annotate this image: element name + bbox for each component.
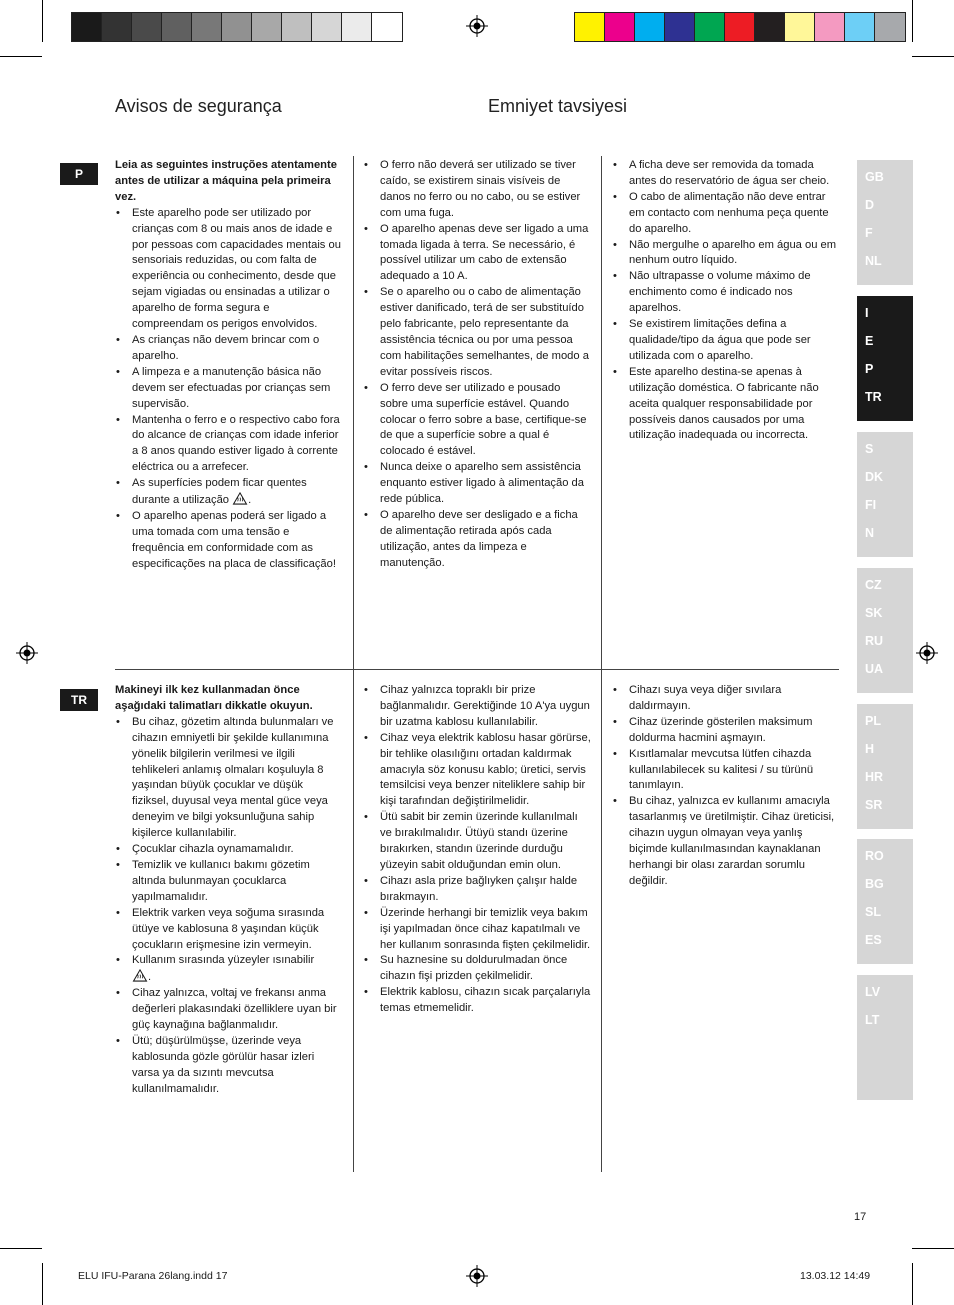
- list-item: • As superfícies podem ficar quentes durante a utilização .: [115, 476, 342, 509]
- language-tab[interactable]: D: [865, 198, 875, 212]
- language-tab[interactable]: LT: [865, 1013, 880, 1027]
- color-swatch: [815, 13, 845, 41]
- language-tab-group[interactable]: [857, 975, 913, 1100]
- language-tab[interactable]: BG: [865, 877, 884, 891]
- language-tab-group[interactable]: [857, 839, 913, 964]
- color-swatch: [222, 13, 252, 41]
- list-item: • Çocuklar cihazla oynamamalıdır.: [115, 842, 342, 858]
- tr-col1-list: [115, 715, 342, 1098]
- list-item-text: As superfícies podem ficar quentes durante a utilização: [132, 477, 307, 507]
- list-item: • Su haznesine su doldurulmadan önce cihazın fişi prizden çekilmelidir.: [363, 953, 591, 985]
- list-item: • Bu cihaz, gözetim altında bulunmaları ve cihazın emniyetli bir şekilde kullanımına yönelik bilgilerin verilmesi ve ilgili tehlikeleri anlamış olmaları koşuluyla 8 yaşından büyük çocuklar ve düşük fiziksel, duyusal veya mental güce veya deneyim ve bilgi yoksunluğuna sahip kişilerce kullanılabilir.: [115, 715, 342, 842]
- footer-date: 13.03.12 14:49: [800, 1270, 871, 1282]
- pt-col3-list: [612, 158, 840, 444]
- crop-mark: [42, 1263, 43, 1305]
- crop-mark: [912, 1248, 954, 1249]
- list-item: • Cihazı asla prize bağlıyken çalışır halde bırakmayın.: [363, 874, 591, 906]
- color-swatch: [695, 13, 725, 41]
- hot-surface-warning-icon: [132, 969, 148, 982]
- language-tab[interactable]: CZ: [865, 578, 882, 592]
- list-item: • Não ultrapasse o volume máximo de enchimento como é indicado nos aparelhos.: [612, 269, 840, 317]
- language-tab[interactable]: E: [865, 334, 874, 348]
- list-item: • Elektrik kablosu, cihazın sıcak parçalarıyla temas etmemelidir.: [363, 985, 591, 1017]
- language-tab[interactable]: GB: [865, 170, 884, 184]
- hot-surface-warning-icon: [232, 492, 248, 505]
- list-item: • Üzerinde herhangi bir temizlik veya bakım işi yapılmadan önce cihaz kapatılmalı ve her kullanım sonrasında fişten çekilmelidir.: [363, 906, 591, 954]
- list-item: • Kullanım sırasında yüzeyler ısınabilir .: [115, 953, 342, 986]
- registration-mark-icon: [466, 1265, 488, 1287]
- language-tab[interactable]: I: [865, 306, 869, 320]
- list-item: • Nunca deixe o aparelho sem assistência enquanto estiver ligado à alimentação da rede pública.: [363, 460, 591, 508]
- language-tab-group-active[interactable]: [857, 296, 913, 421]
- language-tab[interactable]: F: [865, 226, 873, 240]
- language-tab[interactable]: UA: [865, 662, 884, 676]
- crop-mark: [912, 1263, 913, 1305]
- color-swatch: [72, 13, 102, 41]
- list-item: • Kısıtlamalar mevcutsa lütfen cihazda kullanılabilecek su kalitesi / su türünü tanımlayın.: [612, 747, 840, 795]
- language-tab[interactable]: P: [865, 362, 874, 376]
- language-tab[interactable]: ES: [865, 933, 882, 947]
- language-tab[interactable]: H: [865, 742, 875, 756]
- list-item: • Temizlik ve kullanıcı bakımı gözetim altında bulunmayan çocuklarca yapılmamalıdır.: [115, 858, 342, 906]
- crop-mark: [42, 0, 43, 42]
- list-item: • O ferro não deverá ser utilizado se tiver caído, se existirem sinais visíveis de danos no ferro ou no cabo, ou se estiver com uma fuga.: [363, 158, 591, 222]
- page-title-portuguese: Avisos de segurança: [115, 96, 282, 116]
- tr-intro: Makineyi ilk kez kullanmadan önce aşağıdaki talimatları dikkatle okuyun.: [115, 684, 313, 712]
- color-swatch: [132, 13, 162, 41]
- tr-column-2: [363, 683, 591, 1017]
- pt-column-1: [115, 158, 342, 573]
- list-item: • O aparelho apenas deve ser ligado a uma tomada ligada à terra. Se necessário, é possível utilizar um cabo de extensão adequado a 10 A.: [363, 222, 591, 286]
- color-swatch: [312, 13, 342, 41]
- grey-calibration-bar: [71, 12, 403, 42]
- list-item: • O aparelho apenas poderá ser ligado a uma tomada com uma tensão e frequência em conformidade com as especificações na placa de classificação!: [115, 509, 342, 573]
- list-item: • Se o aparelho ou o cabo de alimentação estiver danificado, terá de ser substituído pelo fabricante, pelo representante da assistência técnica ou por uma pessoa com habilitações semelhantes, de modo a evitar possíveis riscos.: [363, 285, 591, 380]
- language-badge-tr: TR: [60, 689, 98, 711]
- list-item: • Elektrik varken veya soğuma sırasında ütüye ve kablosuna 8 yaşından küçük çocukların erişmesine izin vermeyin.: [115, 906, 342, 954]
- list-item: • Bu cihaz, yalnızca ev kullanımı amacıyla tasarlanmış ve üretilmiştir. Cihaz üreticisi, cihazın uygun olmayan veya yanlış biçimde kullanılmasından kaynaklanan herhangi bir olası zarardan sorumlu değildir.: [612, 794, 840, 889]
- list-item: • O aparelho deve ser desligado e a ficha de alimentação retirada após cada utilização, antes da limpeza e manutenção.: [363, 508, 591, 572]
- language-tab[interactable]: LV: [865, 985, 881, 999]
- column-divider: [601, 670, 602, 1172]
- list-item: • Cihaz yalnızca topraklı bir prize bağlanmalıdır. Gerektiğinde 10 A'ya uygun bir uzatma kablosu kullanılabilir.: [363, 683, 591, 731]
- crop-mark: [0, 56, 42, 57]
- language-tab[interactable]: N: [865, 526, 875, 540]
- list-item: • O ferro deve ser utilizado e pousado sobre uma superfície estável. Quando colocar o ferro sobre a base, certifique-se de que a superfície sobre a qual é colocado é estável.: [363, 381, 591, 461]
- color-swatch: [252, 13, 282, 41]
- list-item: • Cihaz üzerinde gösterilen maksimum doldurma hacmini aşmayın.: [612, 715, 840, 747]
- list-item: • Cihaz yalnızca, voltaj ve frekansı anma değerleri plakasındaki özelliklere uyan bir güç kaynağına bağlanmalıdır.: [115, 986, 342, 1034]
- language-tab[interactable]: RU: [865, 634, 884, 648]
- list-item: • A ficha deve ser removida da tomada antes do reservatório de água ser cheio.: [612, 158, 840, 190]
- color-calibration-bar: [574, 12, 906, 42]
- list-item: • Este aparelho pode ser utilizado por crianças com 8 ou mais anos de idade e por pessoas com capacidades mentais ou sensoriais reduzidas, ou com falta de experiência ou conhecimento, desde que sejam vigiadas ou ensinadas a utilizar o aparelho de forma segura e compreendam os perigos envolvidos.: [115, 206, 342, 333]
- pt-column-2: [363, 158, 591, 572]
- list-item: • A limpeza e a manutenção básica não devem ser efectuadas por crianças sem supervisão.: [115, 365, 342, 413]
- list-item-text: Kullanım sırasında yüzeyler ısınabilir: [132, 954, 315, 967]
- language-tab[interactable]: SL: [865, 905, 881, 919]
- column-divider: [353, 670, 354, 1172]
- language-tab[interactable]: NL: [865, 254, 882, 268]
- tr-column-3: [612, 683, 840, 890]
- pt-col2-list: [363, 158, 591, 572]
- color-swatch: [282, 13, 312, 41]
- list-item: • O cabo de alimentação não deve entrar em contacto com nenhuma peça quente do aparelho.: [612, 190, 840, 238]
- language-badge-pt: P: [60, 163, 98, 185]
- color-swatch: [102, 13, 132, 41]
- crop-mark: [912, 56, 954, 57]
- tr-col3-list: [612, 683, 840, 890]
- language-tab[interactable]: PL: [865, 714, 881, 728]
- list-item: • Se existirem limitações defina a qualidade/tipo da água que pode ser utilizada com o aparelho.: [612, 317, 840, 365]
- language-tab-group[interactable]: [857, 568, 913, 693]
- list-item: • Ütü sabit bir zemin üzerinde kullanılmalı ve bırakılmalıdır. Ütüyü standı üzerine bırakırken, standın üzerinde durduğu yüzeyin sabit olduğundan emin olun.: [363, 810, 591, 874]
- color-swatch: [875, 13, 905, 41]
- language-tab-group[interactable]: [857, 704, 913, 829]
- color-swatch: [845, 13, 875, 41]
- color-swatch: [192, 13, 222, 41]
- color-swatch: [342, 13, 372, 41]
- color-swatch: [725, 13, 755, 41]
- page-number: 17: [854, 1211, 867, 1223]
- footer-file-name: ELU IFU-Parana 26lang.indd 17: [78, 1270, 228, 1282]
- crop-mark: [912, 0, 913, 42]
- color-swatch: [755, 13, 785, 41]
- color-swatch: [635, 13, 665, 41]
- list-item: • Cihaz veya elektrik kablosu hasar görürse, bir tehlike olasılığını ortadan kaldırmak amacıyla söz konusu kablo; üretici, servis temsilcisi veya benzer niteliklere sahip bir kişi tarafından değiştirilmelidir.: [363, 731, 591, 811]
- language-tab[interactable]: TR: [865, 390, 882, 404]
- color-swatch: [575, 13, 605, 41]
- color-swatch: [785, 13, 815, 41]
- registration-mark-icon: [466, 15, 488, 37]
- language-tab[interactable]: RO: [865, 849, 884, 863]
- section-divider: [115, 669, 839, 670]
- tr-column-1: [115, 683, 342, 1098]
- list-item: • Cihazı suya veya diğer sıvılara daldırmayın.: [612, 683, 840, 715]
- registration-mark-icon: [916, 642, 938, 664]
- pt-column-3: [612, 158, 840, 444]
- language-tab[interactable]: DK: [865, 470, 884, 484]
- column-divider: [601, 156, 602, 670]
- language-tab[interactable]: FI: [865, 498, 877, 512]
- color-swatch: [665, 13, 695, 41]
- list-item: • Este aparelho destina-se apenas à utilização doméstica. O fabricante não aceita qualquer responsabilidade por possíveis danos causados por uma utilização inadequada ou incorrecta.: [612, 365, 840, 445]
- pt-intro: Leia as seguintes instruções atentamente antes de utilizar a máquina pela primeira vez.: [115, 159, 337, 203]
- list-item: • Mantenha o ferro e o respectivo cabo fora do alcance de crianças com idade inferior a 8 anos quando estiver ligado à corrente eléctrica ou a arrefecer.: [115, 413, 342, 477]
- color-swatch: [605, 13, 635, 41]
- language-tab-group[interactable]: [857, 160, 913, 285]
- pt-col1-list: [115, 206, 342, 573]
- list-item: • As crianças não devem brincar com o aparelho.: [115, 333, 342, 365]
- color-swatch: [372, 13, 402, 41]
- page-title-turkish: Emniyet tavsiyesi: [488, 96, 628, 116]
- crop-mark: [0, 1248, 42, 1249]
- tr-col2-list: [363, 683, 591, 1017]
- language-tab[interactable]: HR: [865, 770, 884, 784]
- registration-mark-icon: [16, 642, 38, 664]
- language-tab[interactable]: SK: [865, 606, 883, 620]
- language-tab[interactable]: S: [865, 442, 874, 456]
- list-item: • Não mergulhe o aparelho em água ou em nenhum outro líquido.: [612, 238, 840, 270]
- color-swatch: [162, 13, 192, 41]
- list-item: • Ütü; düşürülmüşse, üzerinde veya kablosunda gözle görülür hasar izleri varsa ya da sızıntı mevcutsa kullanılmamalıdır.: [115, 1034, 342, 1098]
- language-tab-group[interactable]: [857, 432, 913, 557]
- language-tab[interactable]: SR: [865, 798, 883, 812]
- column-divider: [353, 156, 354, 670]
